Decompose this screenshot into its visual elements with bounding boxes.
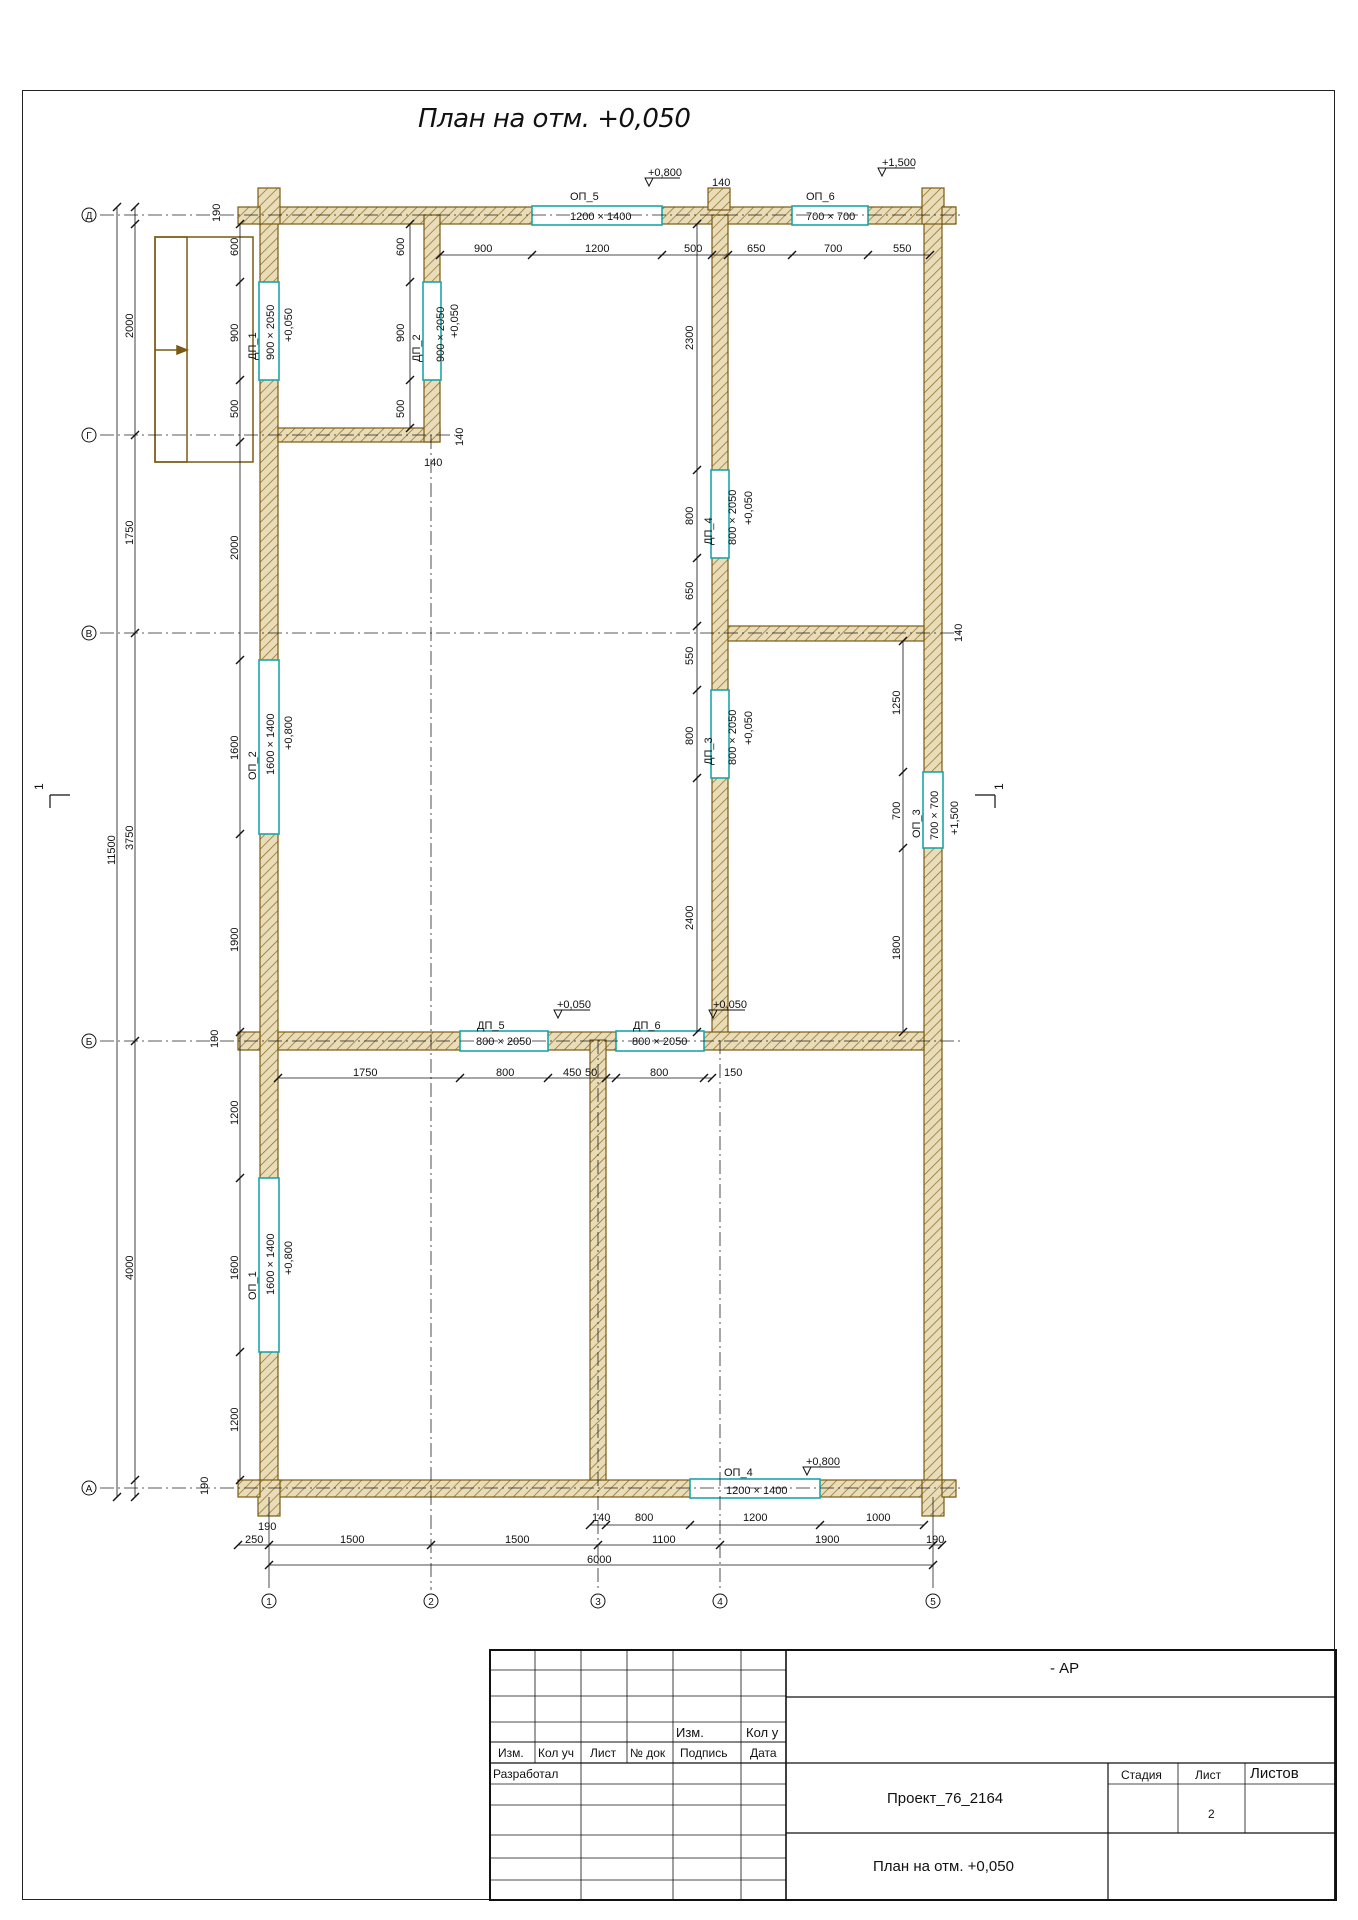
tb-developed: Разработал [493, 1767, 559, 1781]
dim-w4-800b: 800 [684, 726, 696, 745]
section-mark-right: 1 [992, 783, 1006, 790]
axis-label-4: 4 [717, 1597, 723, 1608]
level-markers [554, 168, 915, 1475]
dim-w5-700: 700 [891, 801, 903, 820]
dp2-name: ДП_2 [411, 334, 423, 362]
dim-w5-1250: 1250 [891, 690, 903, 715]
dim-w4-550: 550 [684, 646, 696, 665]
axis-lines [100, 215, 960, 1590]
dim-inner-1600a: 1600 [229, 735, 241, 760]
dp3-name: ДП_3 [703, 737, 715, 765]
axis-label-3: 3 [595, 1597, 601, 1608]
dim-inner-1200b: 1200 [229, 1407, 241, 1432]
dim-inner-1900: 1900 [229, 927, 241, 952]
axis-label-v: В [85, 629, 93, 640]
dim-axis-250: 250 [245, 1534, 264, 1546]
dim-mid-800b: 800 [650, 1067, 669, 1079]
dp5-level: +0,050 [557, 999, 591, 1011]
dim-mid-1750: 1750 [353, 1067, 378, 1079]
dim-axis-1900: 1900 [815, 1534, 840, 1546]
axis-label-a: А [85, 1484, 93, 1495]
dim-w4-140: 140 [953, 623, 965, 642]
dim-overall-6000: 6000 [587, 1554, 612, 1566]
dim-top-700: 700 [824, 243, 843, 255]
tb-code: - АР [1050, 1660, 1080, 1677]
op1-level: +0,800 [283, 1241, 295, 1275]
wall-row-v [728, 626, 924, 641]
dim-bottom-800: 800 [635, 1512, 654, 1524]
dim-left-1750: 1750 [124, 520, 136, 545]
dp2-level: +0,050 [449, 304, 461, 338]
axis-label-2: 2 [428, 1597, 434, 1608]
op5-top-name: ОП_5 [570, 191, 599, 203]
tb-h-podpis: Подпись [680, 1746, 728, 1760]
wall-axis-4 [712, 215, 728, 1040]
dim-inner-1200a: 1200 [229, 1100, 241, 1125]
op2-size: 1600 × 1400 [265, 713, 277, 775]
wall-axis-5 [924, 207, 942, 1497]
tb-h-ndok: № док [630, 1746, 666, 1760]
dp1-name: ДП_1 [247, 332, 259, 360]
dim-left-total: 11500 [106, 835, 118, 865]
dp5-name: ДП_5 [477, 1020, 505, 1032]
dim-w4-800a: 800 [684, 506, 696, 525]
dim-left-2000: 2000 [124, 313, 136, 338]
dim-left-190-bot: 190 [199, 1476, 211, 1495]
dp6-size: 800 × 2050 [632, 1036, 688, 1048]
dim-bottom-140: 140 [592, 1512, 611, 1524]
op3-name: ОП_3 [911, 809, 923, 838]
top-wall-140: 140 [712, 177, 731, 189]
op3-level: +1,500 [949, 801, 961, 835]
op4-name: ОП_4 [724, 1467, 753, 1479]
dp3-level: +0,050 [743, 711, 755, 745]
tb-h-list: Лист [590, 1746, 617, 1760]
tb-rev-izm: Изм. [676, 1725, 704, 1740]
section-marks [50, 795, 995, 808]
dim-mid-50: 50 [585, 1067, 598, 1079]
op3-size: 700 × 700 [929, 790, 941, 840]
dp4-name: ДП_4 [703, 517, 715, 545]
dim-left-190-top: 190 [211, 203, 223, 222]
dp4-level: +0,050 [743, 491, 755, 525]
tb-sheets-label: Листов [1250, 1765, 1299, 1782]
dim-left-3750: 3750 [124, 825, 136, 850]
dp3-size: 800 × 2050 [727, 709, 739, 765]
axis-label-g: Г [86, 431, 92, 442]
dim-w2-140b: 140 [424, 457, 443, 469]
dp4-size: 800 × 2050 [727, 489, 739, 545]
dim-w2-140a: 140 [454, 427, 466, 446]
tb-sheet-no: 2 [1208, 1807, 1215, 1821]
dim-axis-190b: 190 [926, 1534, 945, 1546]
dim-w4-650: 650 [684, 581, 696, 600]
dim-mid-800a: 800 [496, 1067, 515, 1079]
axis-bubbles [82, 208, 940, 1608]
axis-label-d: Д [85, 211, 93, 222]
dim-top-550: 550 [893, 243, 912, 255]
plan-title: План на отм. +0,050 [418, 104, 691, 134]
dim-inner-500: 500 [229, 399, 241, 418]
dim-mid-150: 150 [724, 1067, 743, 1079]
dp6-level: +0,050 [713, 999, 747, 1011]
tb-stage-label: Стадия [1121, 1768, 1162, 1782]
dim-top-500: 500 [684, 243, 703, 255]
axis-label-5: 5 [930, 1597, 936, 1608]
dp2-size: 900 × 2050 [435, 306, 447, 362]
op1-size: 1600 × 1400 [265, 1233, 277, 1295]
dp1-size: 900 × 2050 [265, 304, 277, 360]
dim-mid-450: 450 [563, 1067, 582, 1079]
tb-sheet-title: План на отм. +0,050 [873, 1858, 1014, 1875]
dim-w4-2400: 2400 [684, 905, 696, 930]
tb-h-data: Дата [750, 1746, 777, 1760]
dim-bottom-1200: 1200 [743, 1512, 768, 1524]
axis-labels [86, 211, 937, 1608]
axis-label-b: Б [85, 1037, 93, 1048]
dp6-name: ДП_6 [633, 1020, 661, 1032]
dp1-level: +0,050 [283, 308, 295, 342]
op6-top-level: +1,500 [882, 157, 916, 169]
dim-w2-500: 500 [395, 399, 407, 418]
op4-level: +0,800 [806, 1456, 840, 1468]
op5-top-size: 1200 × 1400 [570, 211, 632, 223]
dim-axis-190a: 190 [258, 1521, 277, 1533]
dim-bottom-1000: 1000 [866, 1512, 891, 1524]
tb-sheet-label: Лист [1195, 1768, 1222, 1782]
axis-label-1: 1 [266, 1597, 272, 1608]
dim-top-650: 650 [747, 243, 766, 255]
tb-h-kolich: Кол уч [538, 1746, 574, 1760]
dim-axis-1500a: 1500 [340, 1534, 365, 1546]
dim-axis-1500b: 1500 [505, 1534, 530, 1546]
op6-top-size: 700 × 700 [806, 211, 856, 223]
dim-w2-900: 900 [395, 323, 407, 342]
dim-w2-600: 600 [395, 237, 407, 256]
tb-rev-kol: Кол у [746, 1725, 779, 1740]
dim-inner-2000: 2000 [229, 535, 241, 560]
section-mark-left: 1 [32, 783, 46, 790]
dim-top-1200: 1200 [585, 243, 610, 255]
wall-row-a [260, 1480, 955, 1497]
dp5-size: 800 × 2050 [476, 1036, 532, 1048]
tb-project: Проект_76_2164 [887, 1790, 1004, 1807]
walls [238, 188, 956, 1516]
dim-w4-2300: 2300 [684, 325, 696, 350]
op4-size: 1200 × 1400 [726, 1485, 788, 1497]
dim-top-900: 900 [474, 243, 493, 255]
op1-name: ОП_1 [247, 1271, 259, 1300]
stair-icon [155, 237, 253, 462]
dim-inner-600: 600 [229, 237, 241, 256]
op5-top-level: +0,800 [648, 167, 682, 179]
op2-name: ОП_2 [247, 751, 259, 780]
dim-inner-1600b: 1600 [229, 1255, 241, 1280]
dim-inner-900: 900 [229, 323, 241, 342]
dim-left-4000: 4000 [124, 1255, 136, 1280]
dim-w5-1800: 1800 [891, 935, 903, 960]
op6-top-name: ОП_6 [806, 191, 835, 203]
tb-h-izm: Изм. [498, 1746, 524, 1760]
dim-left-190-b: 190 [209, 1029, 221, 1048]
dim-axis-1100: 1100 [652, 1534, 676, 1546]
op2-level: +0,800 [283, 716, 295, 750]
